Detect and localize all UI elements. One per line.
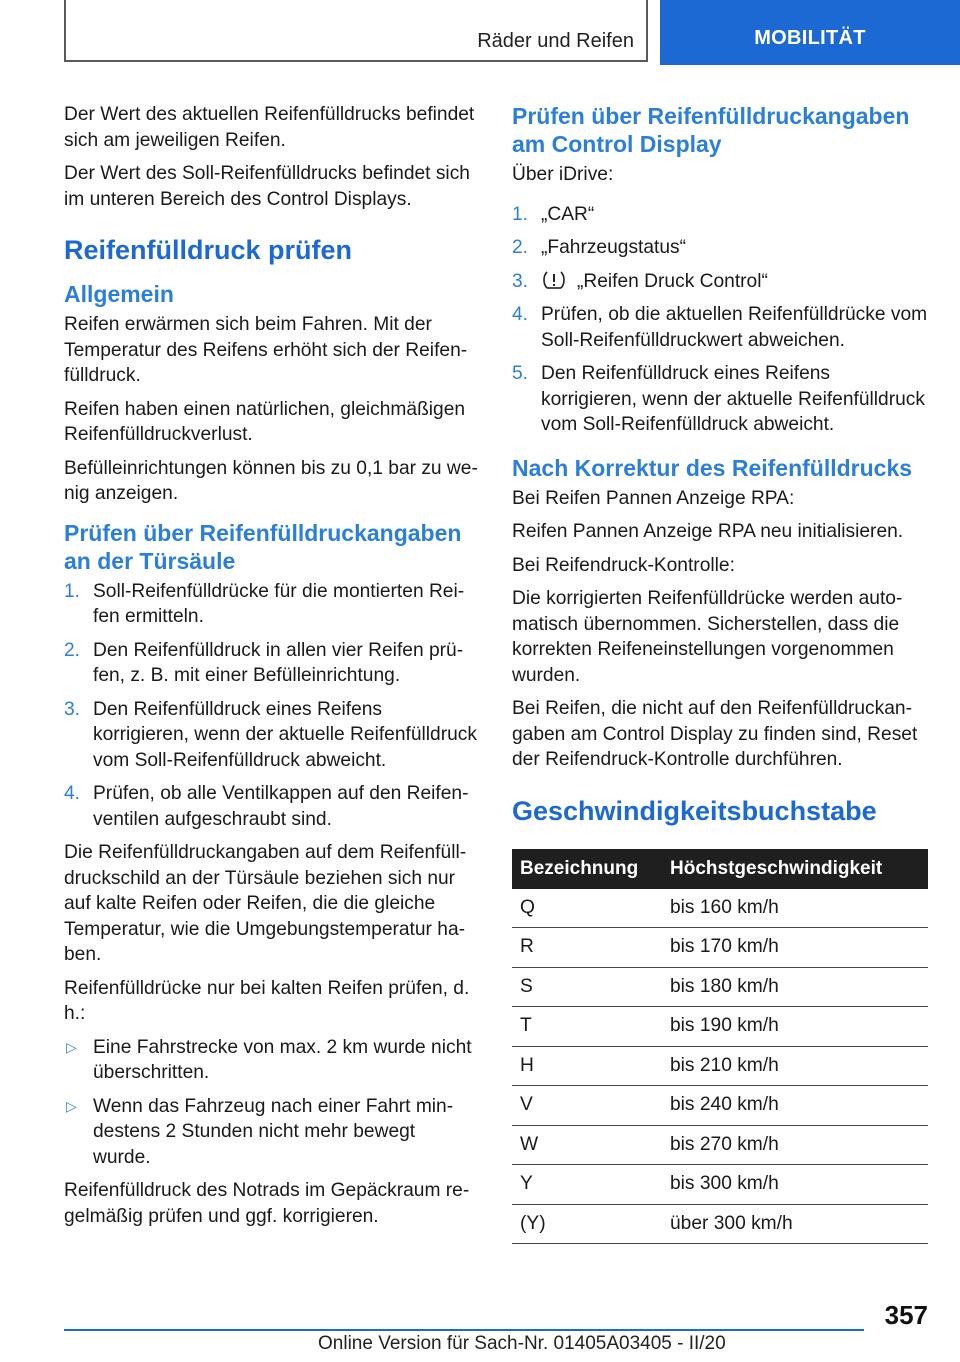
step-number: 2. xyxy=(512,237,529,258)
step-number: 4. xyxy=(64,783,81,804)
bullet-text: Eine Fahrstrecke von max. 2 km wurde nicht überschritten. xyxy=(93,1036,472,1083)
list-item xyxy=(512,202,930,228)
paragraph: Bei Reifen Pannen Anzeige RPA: xyxy=(512,487,795,509)
table-cell: über 300 km/h xyxy=(662,1204,928,1244)
step-list xyxy=(64,579,478,833)
bullet-list xyxy=(64,1035,478,1171)
table-cell: bis 160 km/h xyxy=(662,889,928,928)
step-list xyxy=(512,202,930,438)
list-item xyxy=(64,638,478,689)
table-cell: Q xyxy=(512,889,662,928)
subsection-heading: Prüfen über Reifenfülldruckangaben an der Türsäule xyxy=(64,519,462,574)
table-cell: bis 300 km/h xyxy=(662,1165,928,1205)
triangle-bullet-icon: ▷ xyxy=(66,1038,77,1055)
header-section-title: Räder und Reifen xyxy=(477,30,634,52)
step-text: Den Reifenfülldruck eines Reifens korrigieren, wenn der aktuelle Reifenfülldruck vom Soll-Reifenfülldruck abweicht. xyxy=(541,363,925,435)
page-number: 357 xyxy=(884,1300,928,1330)
step-text: „Fahrzeugstatus“ xyxy=(541,237,687,258)
step-number: 3. xyxy=(512,270,529,292)
table-header-row xyxy=(512,849,928,889)
table-cell: (Y) xyxy=(512,1204,662,1244)
paragraph: Reifenfülldrücke nur bei kalten Reifen prüfen, d. h.: xyxy=(64,977,470,1024)
table-cell: bis 270 km/h xyxy=(662,1125,928,1165)
list-item xyxy=(512,269,930,295)
table-cell: bis 240 km/h xyxy=(662,1086,928,1126)
step-number: 2. xyxy=(64,639,81,661)
paragraph: Reifen haben einen natürlichen, gleichmäßigen Reifenfülldruckverlust. xyxy=(64,398,466,445)
paragraph: Reifenfülldruck des Notrads im Gepäckraum regelmäßig prüfen und ggf. korrigieren. xyxy=(64,1180,470,1227)
list-item xyxy=(512,302,930,353)
list-item xyxy=(64,579,478,630)
table-row xyxy=(512,1125,928,1165)
section-heading: Geschwindigkeitsbuchstabe xyxy=(512,795,877,826)
paragraph: Befülleinrichtungen können bis zu 0,1 bar zu wenig anzeigen. xyxy=(64,457,478,504)
table-row xyxy=(512,1046,928,1086)
footer-divider xyxy=(64,1329,864,1331)
paragraph: Der Wert des Soll-Reifenfülldrucks befindet sich im unteren Bereich des Control Displays. xyxy=(64,163,470,210)
section-heading: Reifenfülldruck prüfen xyxy=(64,235,353,265)
list-item xyxy=(64,1094,478,1171)
step-text: Prüfen, ob alle Ventilkappen auf den Reifenventilen aufgeschraubt sind. xyxy=(93,783,469,830)
speed-rating-table xyxy=(512,849,928,1245)
table-row xyxy=(512,928,928,968)
right-column xyxy=(512,102,930,1244)
table-cell: W xyxy=(512,1125,662,1165)
step-number: 1. xyxy=(64,580,81,602)
step-number: 1. xyxy=(512,203,529,225)
step-text: Prüfen, ob die aktuellen Reifenfülldrücke vom Soll-Reifenfülldruckwert abweichen. xyxy=(541,304,928,351)
table-cell: V xyxy=(512,1086,662,1126)
table-cell: bis 180 km/h xyxy=(662,967,928,1007)
step-text: „Reifen Druck Control“ xyxy=(577,270,768,292)
triangle-bullet-icon: ▷ xyxy=(66,1097,77,1114)
bullet-text: Wenn das Fahrzeug nach einer Fahrt mindestens 2 Stunden nicht mehr bewegt wurde. xyxy=(93,1095,454,1168)
list-item xyxy=(64,1035,478,1086)
left-column xyxy=(64,102,478,1237)
step-text: Soll-Reifenfülldrücke für die montierten Reifen ermitteln. xyxy=(93,580,465,627)
table-cell: bis 210 km/h xyxy=(662,1046,928,1086)
list-item xyxy=(64,697,478,774)
table-cell: T xyxy=(512,1007,662,1047)
table-cell: Y xyxy=(512,1165,662,1205)
subsection-heading: Prüfen über Reifenfülldruckangaben am Control Display xyxy=(512,103,910,157)
step-text: Den Reifenfülldruck eines Reifens korrigieren, wenn der aktuelle Reifenfülldruck vom Soll-Reifenfülldruck abweicht. xyxy=(93,698,477,771)
step-text: „CAR“ xyxy=(541,203,595,225)
table-cell: bis 190 km/h xyxy=(662,1007,928,1047)
table-cell: R xyxy=(512,928,662,968)
paragraph: Bei Reifendruck-Kontrolle: xyxy=(512,554,735,576)
subsection-heading: Nach Korrektur des Reifenfülldrucks xyxy=(512,454,913,481)
paragraph: Über iDrive: xyxy=(512,164,614,185)
paragraph: Reifen erwärmen sich beim Fahren. Mit der Temperatur des Reifens erhöht sich der Reifenfülldruck. xyxy=(64,314,468,386)
step-number: 5. xyxy=(512,363,529,384)
table-row xyxy=(512,1165,928,1205)
list-item xyxy=(512,361,930,438)
table-cell: H xyxy=(512,1046,662,1086)
header-chapter-tab[interactable]: MOBILITÄT xyxy=(660,0,960,65)
table-cell: S xyxy=(512,967,662,1007)
paragraph: Die korrigierten Reifenfülldrücke werden automatisch übernommen. Sicherstellen, dass die korrekten Reifeneinstellungen vorgenommen wurden. xyxy=(512,588,903,686)
table-cell: bis 170 km/h xyxy=(662,928,928,968)
table-row xyxy=(512,1204,928,1244)
paragraph: Der Wert des aktuellen Reifenfülldrucks befindet sich am jeweiligen Reifen. xyxy=(64,104,475,151)
tire-pressure-warning-icon xyxy=(541,270,567,290)
column-header: Bezeichnung xyxy=(512,849,662,889)
list-item xyxy=(64,781,478,832)
table-row xyxy=(512,967,928,1007)
subsection-heading: Allgemein xyxy=(64,281,174,307)
list-item xyxy=(512,235,930,261)
paragraph: Bei Reifen, die nicht auf den Reifenfülldruckangaben am Control Display zu finden sind, Reset der Reifendruck-Kontrolle durchführen. xyxy=(512,698,918,770)
column-header: Höchstgeschwindigkeit xyxy=(662,849,928,889)
table-row xyxy=(512,1007,928,1047)
table-row xyxy=(512,1086,928,1126)
footer-version-text: Online Version für Sach-Nr. 01405A03405 - II/20 xyxy=(318,1333,726,1354)
step-number: 4. xyxy=(512,304,529,325)
step-number: 3. xyxy=(64,698,81,720)
table-row xyxy=(512,889,928,928)
paragraph: Reifen Pannen Anzeige RPA neu initialisieren. xyxy=(512,521,904,542)
paragraph: Die Reifenfülldruckangaben auf dem Reifenfülldruckschild an der Türsäule beziehen sich nur auf kalte Reifen oder Reifen, die die gleiche Temperatur, wie die Umgebungstemperatur haben. xyxy=(64,842,467,965)
step-text: Den Reifenfülldruck in allen vier Reifen prüfen, z. B. mit einer Befülleinrichtung. xyxy=(93,639,464,686)
